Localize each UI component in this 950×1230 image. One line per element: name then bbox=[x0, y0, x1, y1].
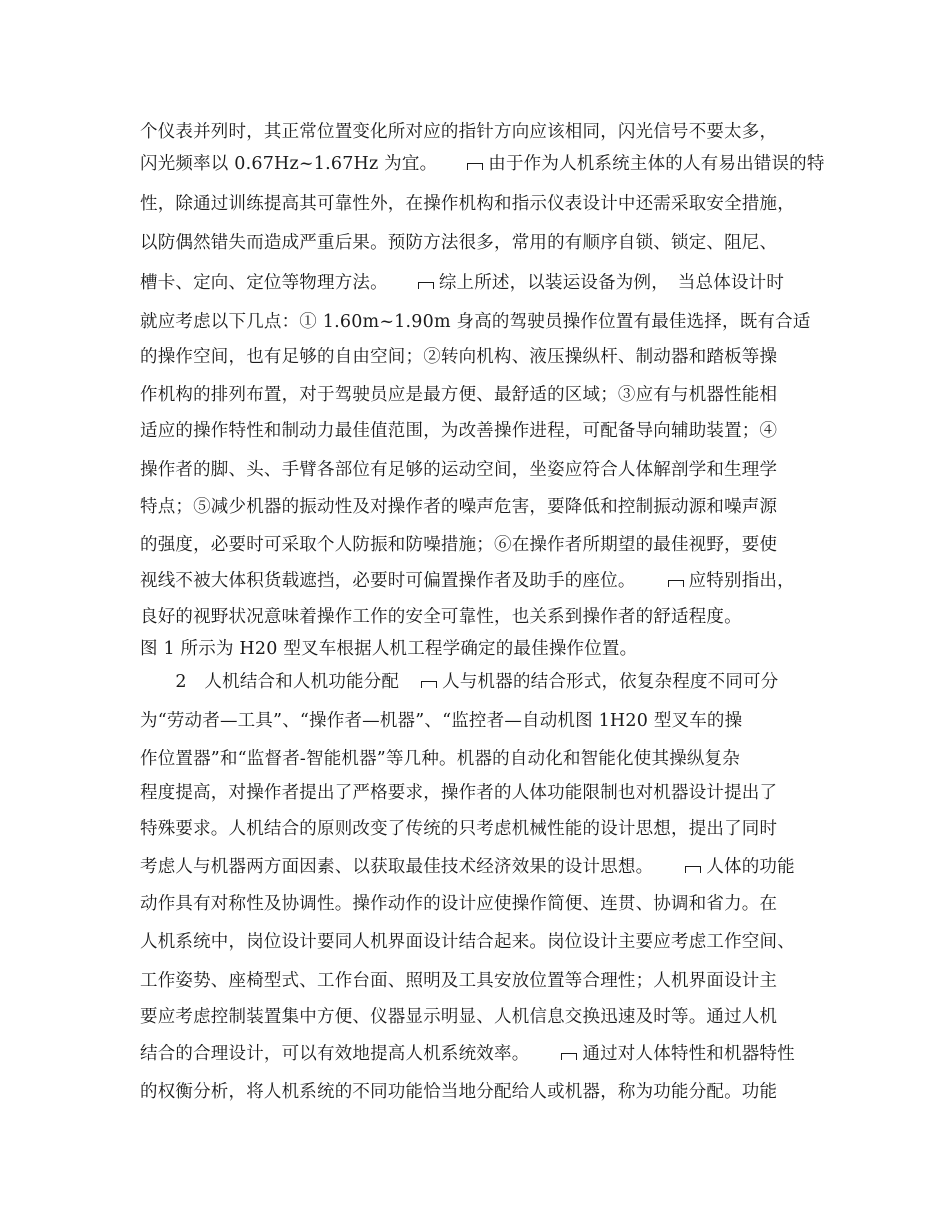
text-segment: 闪光频率以 0.67Hz~1.67Hz 为宜。 bbox=[140, 154, 438, 174]
text-line bbox=[140, 970, 777, 992]
paragraph-mark-icon bbox=[683, 864, 703, 873]
text-segment: 要应考虑控制装置集中方便、仪器显示明显、人机信息交换迅速及时等。通过人机 bbox=[140, 1007, 778, 1027]
text-segment: 个仪表并列时，其正常位置变化所对应的指针方向应该相同，闪光信号不要太多， bbox=[140, 122, 778, 142]
text-line bbox=[140, 496, 777, 518]
text-line bbox=[140, 893, 777, 915]
text-line bbox=[140, 193, 795, 215]
text-segment: 人与机器的结合形式，依复杂程度不同可分 bbox=[442, 672, 779, 692]
paragraph-mark-icon bbox=[666, 578, 686, 587]
text-line bbox=[140, 638, 637, 660]
text-line bbox=[140, 710, 742, 732]
text-segment: 视线不被大体积货载遮挡，必要时可偏置操作者及助手的座位。 bbox=[140, 571, 636, 591]
text-segment: 图 1 所示为 H20 型叉车根据人机工程学确定的最佳操作位置。 bbox=[140, 639, 638, 659]
text-segment: 操作者的脚、头、手臂各部位有足够的运动空间，坐姿应符合人体解剖学和生理学 bbox=[140, 460, 778, 480]
text-line bbox=[140, 153, 825, 175]
text-segment: 为“劳动者—工具”、“操作者—机器”、“监控者—自动机图 1H20 型叉车的操 bbox=[140, 711, 743, 731]
text-segment: 作机构的排列布置，对于驾驶员应是最方便、最舒适的区域；③应有与机器性能相 bbox=[140, 385, 778, 405]
text-line bbox=[140, 1006, 777, 1028]
text-segment: 的权衡分析，将人机系统的不同功能恰当地分配给人或机器，称为功能分配。功能 bbox=[140, 1082, 778, 1102]
text-segment: 程度提高，对操作者提出了严格要求，操作者的人体功能限制也对机器设计提出了 bbox=[140, 783, 778, 803]
text-line bbox=[140, 272, 784, 294]
text-segment: 人体的功能 bbox=[706, 857, 795, 877]
text-segment: 特点；⑤减少机器的振动性及对操作者的噪声危害，要降低和控制振动源和噪声源 bbox=[140, 497, 778, 517]
text-segment: 以防偶然错失而造成严重后果。预防方法很多，常用的有顺序自锁、锁定、阻尼、 bbox=[140, 233, 778, 253]
text-segment: 工作姿势、座椅型式、工作台面、照明及工具安放位置等合理性；人机界面设计主 bbox=[140, 971, 778, 991]
text-line bbox=[140, 748, 740, 770]
text-line bbox=[140, 232, 777, 254]
text-segment: 性，除通过训练提高其可靠性外，在操作机构和指示仪表设计中还需采取安全措施， bbox=[140, 194, 795, 214]
text-line bbox=[140, 346, 777, 368]
text-line bbox=[140, 1043, 795, 1065]
text-segment: 适应的操作特性和制动力最佳值范围，为改善操作进程，可配备导向辅助装置；④ bbox=[140, 421, 778, 441]
text-segment: 槽卡、定向、定位等物理方法。 bbox=[140, 273, 388, 293]
text-line bbox=[140, 782, 777, 804]
text-segment: 的操作空间，也有足够的自由空间；②转向机构、液压操纵杆、制动器和踏板等操 bbox=[140, 347, 778, 367]
text-segment: 通过对人体特性和机器特性 bbox=[582, 1044, 795, 1064]
paragraph-mark-icon bbox=[465, 161, 485, 170]
text-line bbox=[140, 671, 778, 693]
text-line bbox=[140, 311, 811, 333]
text-line bbox=[140, 856, 795, 878]
text-segment: 特殊要求。人机结合的原则改变了传统的只考虑机械性能的设计思想，提出了同时 bbox=[140, 819, 778, 839]
text-line bbox=[140, 1081, 777, 1103]
text-segment: 2 人机结合和人机功能分配 bbox=[140, 672, 400, 692]
text-line bbox=[140, 818, 777, 840]
text-line bbox=[140, 420, 777, 442]
text-line bbox=[140, 570, 795, 592]
text-line bbox=[140, 384, 777, 406]
text-line bbox=[140, 534, 777, 556]
text-segment: 动作具有对称性及协调性。操作动作的设计应使操作简便、连贯、协调和省力。在 bbox=[140, 894, 778, 914]
text-segment: 作位置器”和“监督者-智能机器”等几种。机器的自动化和智能化使其操纵复杂 bbox=[140, 749, 740, 769]
text-line bbox=[140, 121, 777, 143]
text-segment: 由于作为人机系统主体的人有易出错误的特 bbox=[488, 154, 825, 174]
text-segment: 应特别指出， bbox=[688, 571, 795, 591]
text-segment: 的强度，必要时可采取个人防振和防噪措施；⑥在操作者所期望的最佳视野，要使 bbox=[140, 535, 778, 555]
paragraph-mark-icon bbox=[416, 280, 436, 289]
text-line bbox=[140, 459, 777, 481]
text-segment: 综上所述，以装运设备为例， 当总体设计时 bbox=[438, 273, 785, 293]
text-segment: 就应考虑以下几点：① 1.60m~1.90m 身高的驾驶员操作位置有最佳选择，既有合适 bbox=[140, 312, 811, 332]
text-line bbox=[140, 931, 795, 953]
text-line bbox=[140, 606, 742, 628]
paragraph-mark-icon bbox=[419, 679, 439, 688]
text-segment: 考虑人与机器两方面因素、以获取最佳技术经济效果的设计思想。 bbox=[140, 857, 654, 877]
paragraph-mark-icon bbox=[559, 1051, 579, 1060]
text-segment: 良好的视野状况意味着操作工作的安全可靠性，也关系到操作者的舒适程度。 bbox=[140, 607, 742, 627]
text-segment: 人机系统中，岗位设计要同人机界面设计结合起来。岗位设计主要应考虑工作空间、 bbox=[140, 932, 795, 952]
text-segment: 结合的合理设计，可以有效地提高人机系统效率。 bbox=[140, 1044, 530, 1064]
